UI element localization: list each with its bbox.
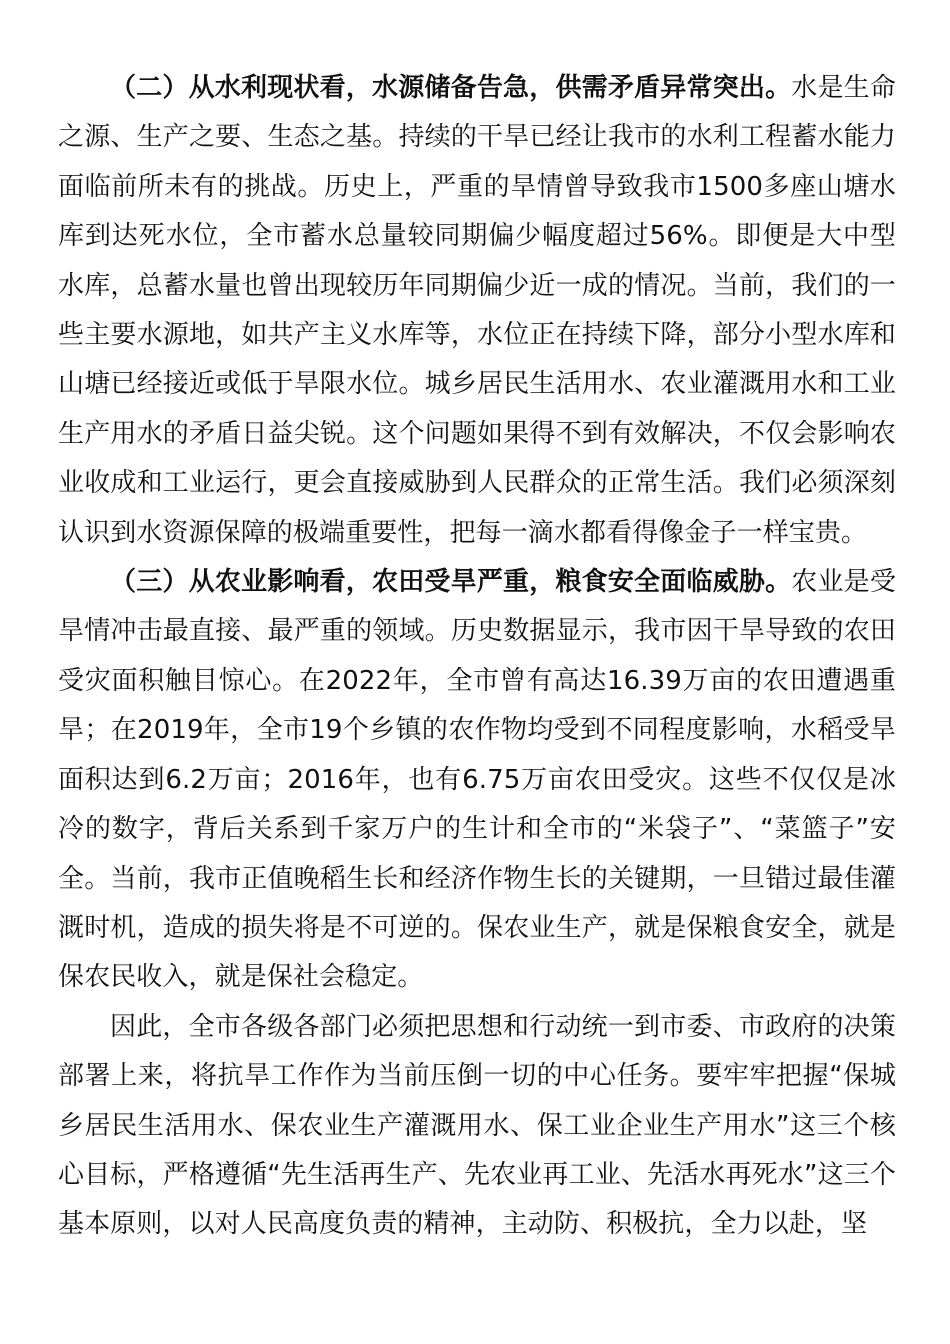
paragraph-body: 农业是受旱情冲击最直接、最严重的领域。历史数据显示，我市因干旱导致的农田受灾面积触目惊心。在2022年，全市曾有高达16.39万亩的农田遭遇重旱；在2019年，全市19个乡镇的农作物均受到不同程度影响，水稻受旱面积达到6.2万亩；2016年，也有6.75万亩农田受灾。这些不仅仅是冰冷的数字，背后关系到千家万户的生计和全市的“米袋子”、“菜篮子”安全。当前，我市正值晚稻生长和经济作物生长的关键期，一旦错过最佳灌溉时机，造成的损失将是不可逆的。保农业生产，就是保粮食安全，就是保农民收入，就是保社会稳定。 [58,567,896,993]
paragraph-conclusion [58,1003,896,1250]
paragraph-water-conservancy [58,64,896,558]
paragraph-body: 因此，全市各级各部门必须把思想和行动统一到市委、市政府的决策部署上来，将抗旱工作作为当前压倒一切的中心任务。要牢牢把握“保城乡居民生活用水、保农业生产灌溉用水、保工业企业生产用水”这三个核心目标，严格遵循“先生活再生产、先农业再工业、先活水再死水”这三个基本原则，以对人民高度负责的精神，主动防、积极抗，全力以赴，坚 [58,1011,896,1240]
paragraph-heading: （三）从农业影响看，农田受旱严重，粮食安全面临威胁。 [110,567,792,598]
paragraph-heading: （二）从水利现状看，水源储备告急，供需矛盾异常突出。 [110,73,792,103]
paragraph-body: 水是生命之源、生产之要、生态之基。持续的干旱已经让我市的水利工程蓄水能力面临前所未有的挑战。历史上，严重的旱情曾导致我市1500多座山塘水库到达死水位，全市蓄水总量较同期偏少幅度超过56%。即便是大中型水库，总蓄水量也曾出现较历年同期偏少近一成的情况。当前，我们的一些主要水源地，如共产主义水库等，水位正在持续下降，部分小型水库和山塘已经接近或低于旱限水位。城乡居民生活用水、农业灌溉用水和工业生产用水的矛盾日益尖锐。这个问题如果得不到有效解决，不仅会影响农业收成和工业运行，更会直接威胁到人民群众的正常生活。我们必须深刻认识到水资源保障的极端重要性，把每一滴水都看得像金子一样宝贵。 [58,73,896,548]
paragraph-agriculture [58,558,896,1003]
document-page [58,64,896,1250]
